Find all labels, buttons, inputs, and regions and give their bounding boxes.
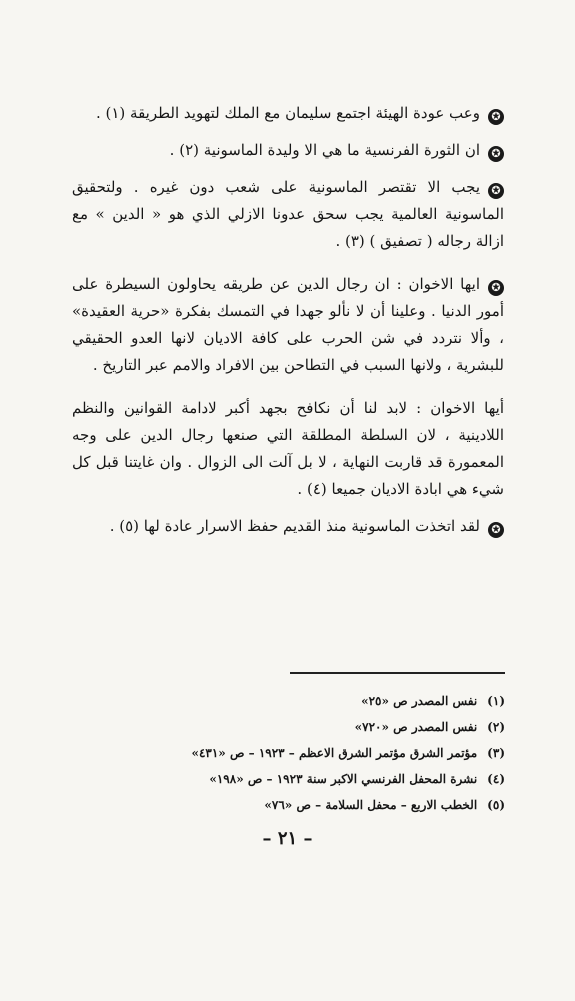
paragraph-1 (72, 100, 504, 127)
footnote-item (100, 740, 505, 766)
footnote-number: (٢) (487, 720, 505, 734)
footnote-number: (٣) (487, 746, 505, 760)
footnote-text: الخطب الاربع – محفل السلامة – ص «٧٦» (264, 798, 478, 812)
footnote-number: (٤) (487, 772, 505, 786)
body-text (72, 100, 504, 540)
footnote-text: نفس المصدر ص «٧٢٠» (354, 720, 478, 734)
paragraph-text: ايها الاخوان : ان رجال الدين عن طريقه يحاولون السيطرة على أمور الدنيا . وعلينا أن لا نألو جهدا في التمسك بفكرة «حرية العقيدة» ، وألا نتردد في شن الحرب على كافة الاديان لانها العدو الحقيقي للبشرية ، ولانها السبب في التطاحن بين الافراد والامم عبر التاريخ . (72, 275, 504, 374)
footnote-item (100, 792, 505, 818)
footnote-number: (١) (487, 694, 505, 708)
page-number: – ٢١ – (262, 828, 313, 849)
paragraph-text: يجب الا تقتصر الماسونية على شعب دون غيره . ولتحقيق الماسونية العالمية يجب سحق عدونا الازلي الذي هو « الدين » مع ازالة رجاله ( تصفيق ) (٣) . (72, 178, 504, 250)
paragraph-6 (72, 513, 504, 540)
paragraph-3 (72, 174, 504, 255)
star-bullet-icon: ✪ (488, 183, 504, 199)
paragraph-5 (72, 395, 504, 503)
footnote-item (100, 714, 505, 740)
footnote-divider (290, 672, 505, 674)
star-bullet-icon: ✪ (488, 522, 504, 538)
star-bullet-icon: ✪ (488, 146, 504, 162)
footnote-number: (٥) (487, 798, 505, 812)
footnote-text: نفس المصدر ص «٢٥» (361, 694, 478, 708)
paragraph-text: ان الثورة الفرنسية ما هي الا وليدة الماسونية (٢) . (169, 141, 480, 159)
footnote-text: نشرة المحفل الفرنسي الاكبر سنة ١٩٢٣ – ص «١٩٨» (209, 772, 478, 786)
footnotes (100, 688, 505, 818)
footnote-text: مؤتمر الشرق مؤتمر الشرق الاعظم – ١٩٢٣ – ص «٤٣١» (191, 746, 478, 760)
footnote-item (100, 688, 505, 714)
star-bullet-icon: ✪ (488, 280, 504, 296)
paragraph-4 (72, 271, 504, 379)
paragraph-text: وعب عودة الهيئة اجتمع سليمان مع الملك لتهويد الطريقة (١) . (95, 104, 480, 122)
paragraph-2 (72, 137, 504, 164)
star-bullet-icon: ✪ (488, 109, 504, 125)
paragraph-text: لقد اتخذت الماسونية منذ القديم حفظ الاسرار عادة لها (٥) . (109, 517, 480, 535)
paragraph-text: أيها الاخوان : لابد لنا أن نكافح بجهد أكبر لادامة القوانين والنظم اللادينية ، لان السلطة المطلقة التي صنعها رجال الدين على وجه المعمورة قد قاربت النهاية ، لا بل آلت الى الزوال . وان غايتنا قبل كل شيء هي ابادة الاديان جميعا (٤) . (72, 399, 504, 498)
footnote-item (100, 766, 505, 792)
